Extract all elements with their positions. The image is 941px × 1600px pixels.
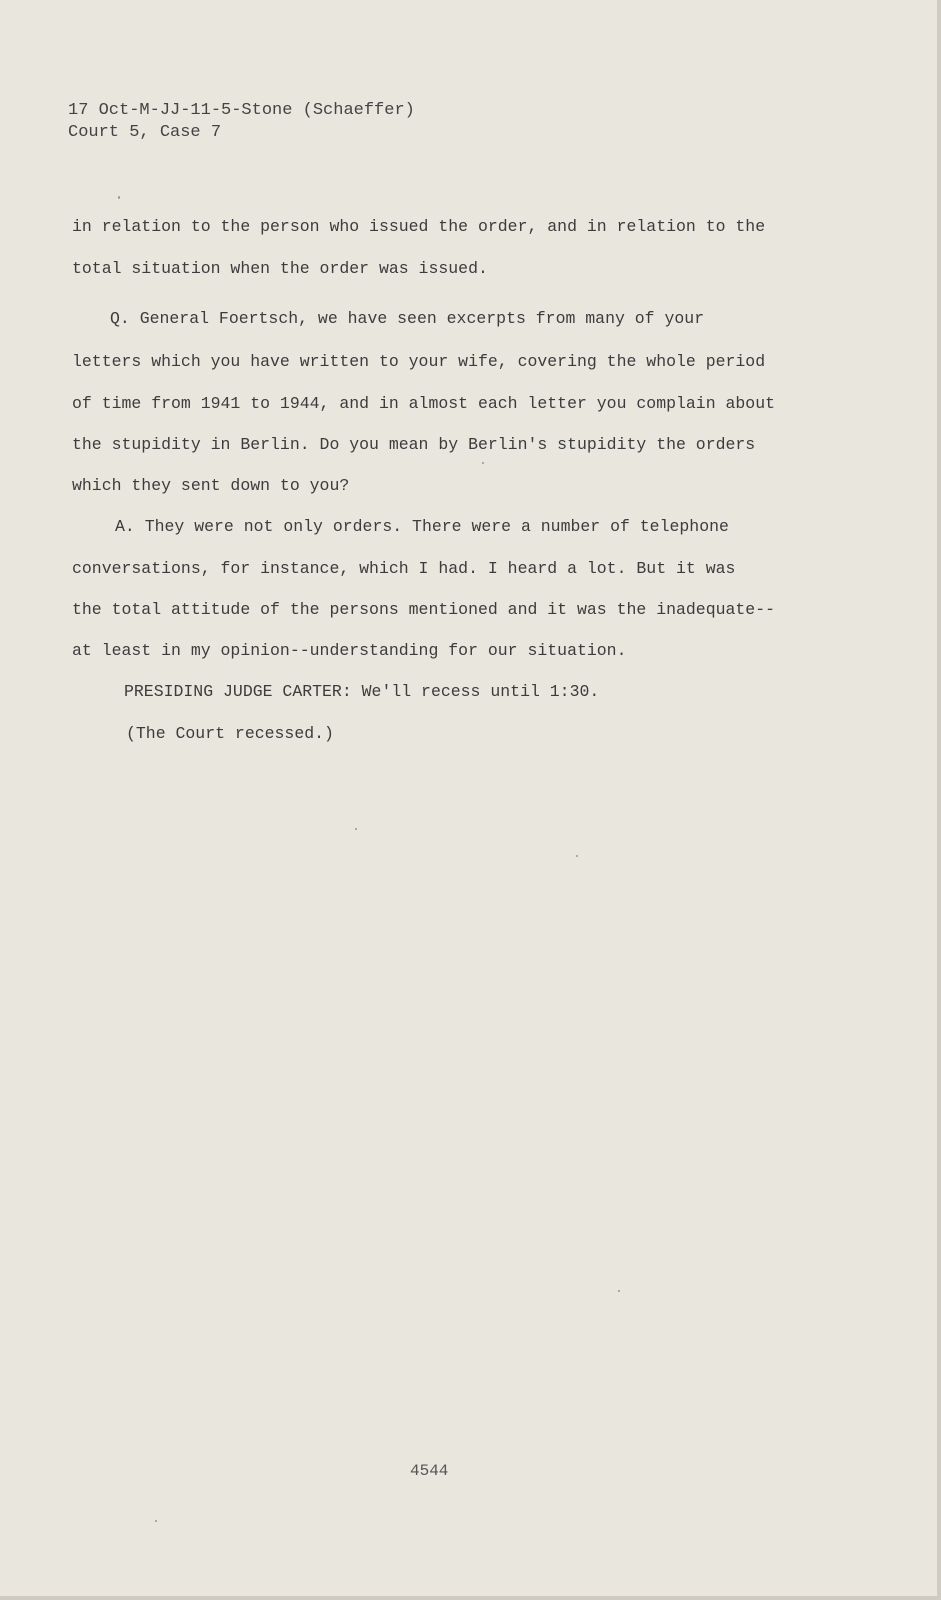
paper-speck (576, 855, 578, 857)
paper-speck (482, 462, 484, 464)
page-number: 4544 (410, 1462, 449, 1480)
paper-speck (618, 1290, 620, 1292)
document-header (68, 100, 415, 144)
text-line: the total attitude of the persons mentioned and it was the inadequate-- (72, 600, 776, 619)
text-line: letters which you have written to your wife, covering the whole period (72, 352, 766, 371)
header-line-2: Court 5, Case 7 (68, 123, 222, 142)
text-line: of time from 1941 to 1944, and in almost each letter you complain about (72, 394, 776, 413)
text-line: conversations, for instance, which I had. I heard a lot. But it was (72, 559, 736, 578)
paper-speck (118, 196, 120, 199)
answer-line: A. They were not only orders. There were a number of telephone (115, 517, 729, 536)
text-line: the stupidity in Berlin. Do you mean by Berlin's stupidity the orders (72, 435, 756, 454)
question-line: Q. General Foertsch, we have seen excerpts from many of your (110, 309, 705, 328)
recess-line: (The Court recessed.) (126, 724, 334, 743)
text-line: at least in my opinion--understanding for our situation. (72, 641, 627, 660)
paper-speck (155, 1520, 157, 1522)
text-line: which they sent down to you? (72, 476, 350, 495)
text-line: in relation to the person who issued the order, and in relation to the (72, 217, 766, 236)
header-line-1: 17 Oct-M-JJ-11-5-Stone (Schaeffer) (68, 101, 415, 120)
paper-speck (355, 828, 357, 830)
judge-line: PRESIDING JUDGE CARTER: We'll recess until 1:30. (124, 682, 600, 701)
text-line: total situation when the order was issued. (72, 259, 488, 278)
